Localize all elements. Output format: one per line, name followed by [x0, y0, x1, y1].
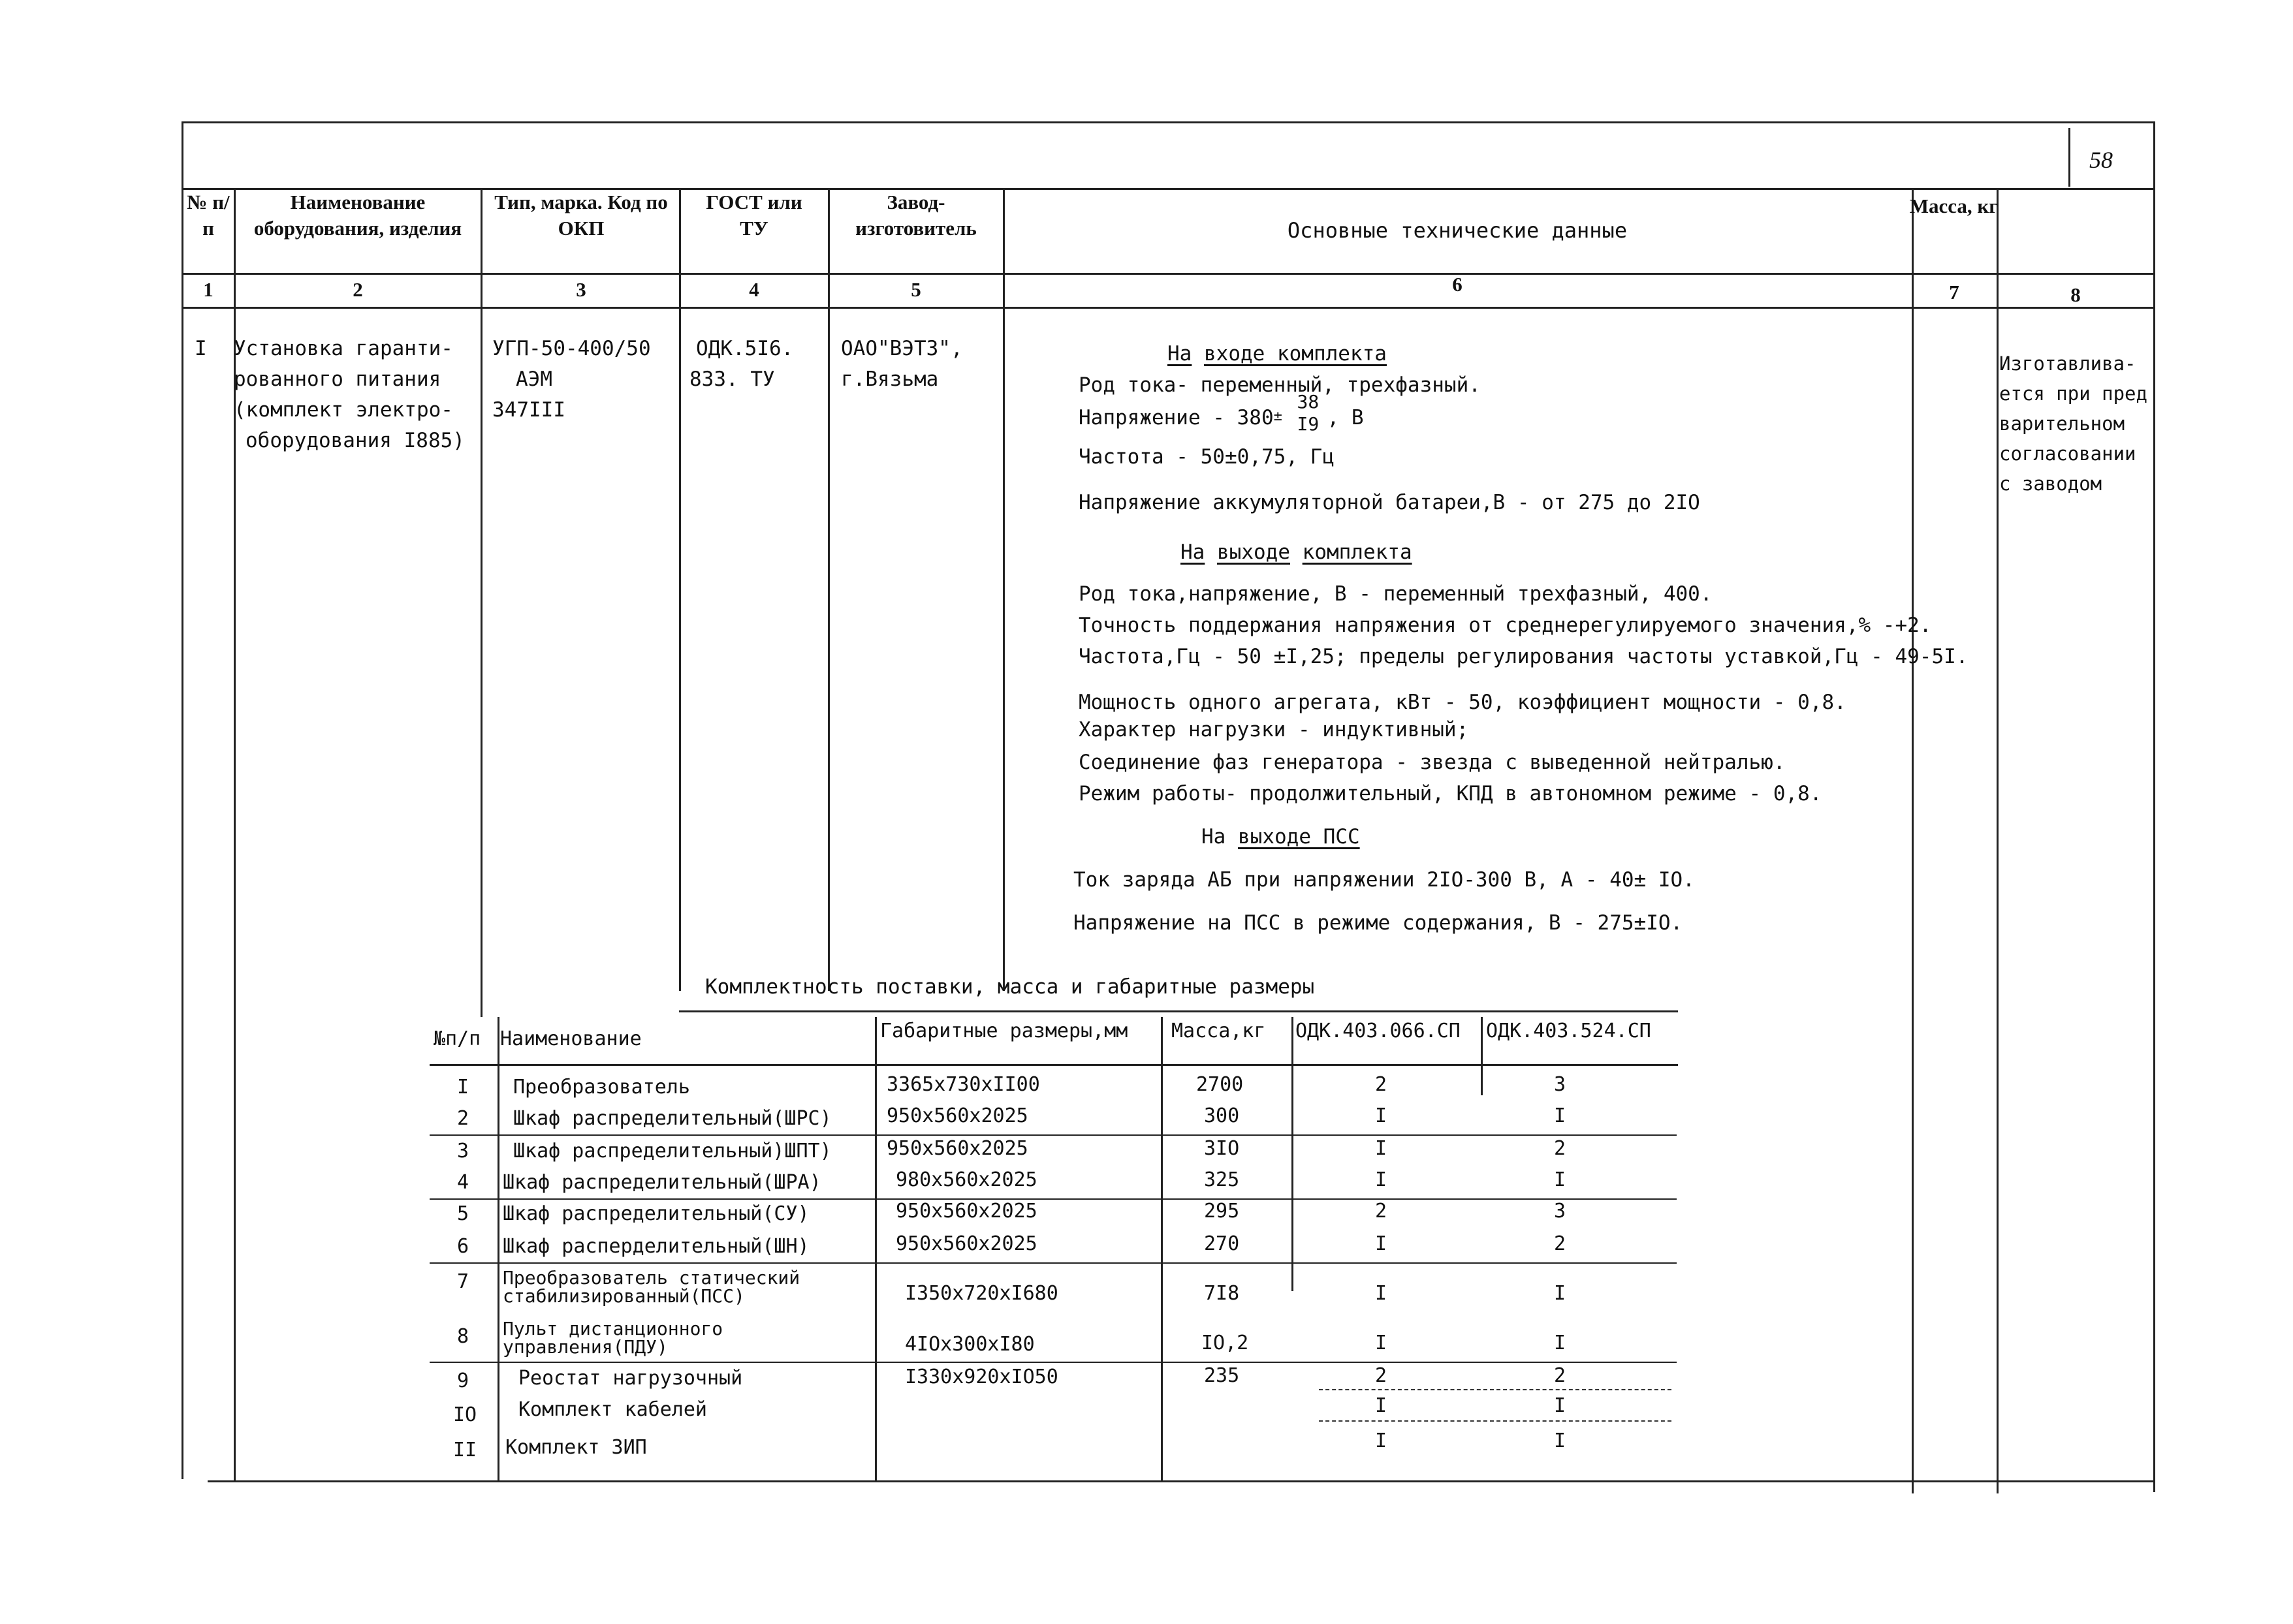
- output-heading: На выходе комплекта: [1180, 540, 1412, 564]
- inner-vsep-5: [1481, 1017, 1483, 1095]
- header-tech: Основные технические данные: [1287, 218, 1628, 243]
- col-sep-5: [1003, 188, 1005, 991]
- out-line-2: Точность поддержания напряжения от среднерегулируемого значения,% -+2.: [1079, 614, 1932, 637]
- col-sep-3: [679, 188, 681, 991]
- battery-voltage: Напряжение аккумуляторной батареи,В - от 275 до 2IO: [1079, 491, 1700, 514]
- out-line-7: Режим работы- продолжительный, КПД в автономном режиме - 0,8.: [1079, 782, 1822, 805]
- row-divider: [1319, 1389, 1671, 1390]
- inner-vsep-2: [875, 1017, 877, 1480]
- inner-line-bottom: [208, 1480, 2153, 1482]
- inner-vsep-1: [498, 1017, 499, 1480]
- frame-left-line: [182, 121, 183, 1479]
- colnum-5: 5: [911, 278, 921, 301]
- inner-h-num: №п/п: [434, 1027, 481, 1050]
- inner-line-top: [679, 1010, 1678, 1012]
- input-heading: На входе комплекта: [1167, 342, 1387, 366]
- colnum-3: 3: [576, 278, 586, 301]
- out-line-6: Соединение фаз генератора - звезда с выведенной нейтралью.: [1079, 751, 1786, 774]
- colnum-4: 4: [749, 278, 759, 301]
- header-type: Тип, марка. Код по ОКП: [494, 191, 668, 240]
- header-number: № п/п: [187, 191, 230, 240]
- row-divider: [1319, 1420, 1671, 1422]
- page-number: 58: [2089, 147, 2113, 173]
- header-gost: ГОСТ или ТУ: [706, 191, 802, 240]
- inner-h-b: ОДК.403.524.СП: [1486, 1020, 1651, 1042]
- pss-heading: На выходе ПСС: [1201, 825, 1360, 849]
- pss-line-2: Напряжение на ПСС в режиме содержания, В - 275±IO.: [1073, 911, 1683, 935]
- colnum-bottom-line: [182, 307, 2153, 309]
- header-mass: Масса, кг: [1909, 195, 1999, 217]
- out-line-3: Частота,Гц - 50 ±I,25; пределы регулирования частоты уставкой,Гц - 49-5I.: [1079, 645, 1969, 668]
- inner-line-header: [430, 1064, 1678, 1066]
- row-number: I: [195, 337, 207, 360]
- row-divider: [430, 1134, 1677, 1136]
- out-line-1: Род тока,напряжение, В - переменный трехфазный, 400.: [1079, 582, 1713, 606]
- row-divider: [430, 1262, 1677, 1264]
- inner-h-dims: Габаритные размеры,мм: [880, 1020, 1128, 1042]
- current-type: Род тока- переменный, трехфазный.: [1079, 373, 1481, 397]
- out-line-5: Характер нагрузки - индуктивный;: [1079, 718, 1469, 742]
- frequency: Частота - 50±0,75, Гц: [1079, 445, 1335, 469]
- header-plant: Завод-изготовитель: [855, 191, 977, 240]
- frame-top-line: [182, 121, 2153, 123]
- page-box-line: [2068, 128, 2070, 187]
- col-sep-2: [481, 188, 482, 1017]
- inner-h-a: ОДК.403.066.СП: [1295, 1020, 1461, 1042]
- row-divider: [430, 1198, 1677, 1200]
- inner-vsep-4: [1291, 1017, 1293, 1291]
- row-divider: [430, 1362, 1677, 1363]
- out-line-4: Мощность одного агрегата, кВт - 50, коэффициент мощности - 0,8.: [1079, 691, 1846, 714]
- frame-right-line: [2153, 121, 2155, 1492]
- inner-h-name: Наименование: [500, 1027, 642, 1050]
- header-name: Наименование оборудования, изделия: [253, 191, 462, 240]
- inner-h-mass: Масса,кг: [1171, 1020, 1266, 1042]
- inner-vsep-3: [1161, 1017, 1163, 1480]
- colnum-1: 1: [203, 278, 213, 301]
- col-sep-4: [828, 188, 830, 991]
- colnum-7: 7: [1949, 281, 1959, 304]
- voltage: Напряжение - 380± 38 I9 , В: [1079, 390, 1364, 435]
- colnum-2: 2: [353, 278, 363, 301]
- col-sep-7: [1997, 188, 1999, 1493]
- colnum-6: 6: [1452, 273, 1463, 296]
- pss-line-1: Ток заряда АБ при напряжении 2IO-300 В, А - 40± IO.: [1073, 868, 1695, 892]
- col-sep-6: [1912, 188, 1914, 1493]
- colnum-8: 8: [2070, 283, 2081, 306]
- inner-table-title: Комплектность поставки, масса и габаритные размеры: [705, 975, 1315, 999]
